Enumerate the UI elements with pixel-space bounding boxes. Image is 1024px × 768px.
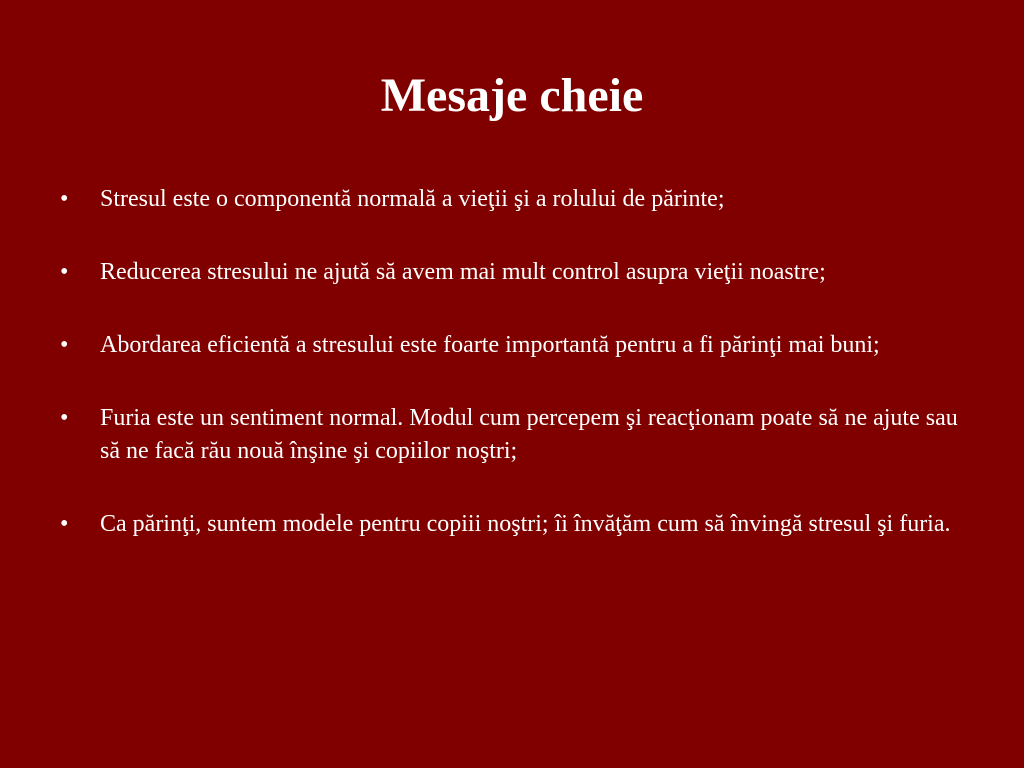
bullet-icon: • [60, 405, 69, 431]
bullet-icon: • [60, 259, 69, 285]
slide-title: Mesaje cheie [380, 69, 644, 122]
list-item [60, 256, 960, 289]
list-item [60, 508, 960, 541]
bullet-icon: • [60, 186, 69, 212]
list-item [60, 183, 960, 216]
bullet-text: Ca părinţi, suntem modele pentru copiii noştri; îi învăţăm cum să învingă stresul şi furia. [100, 511, 951, 537]
list-item [60, 329, 960, 362]
bullet-text: Abordarea eficientă a stresului este foarte importantă pentru a fi părinţi mai buni; [100, 332, 880, 358]
bullet-text: Reducerea stresului ne ajută să avem mai mult control asupra vieţii noastre; [100, 259, 826, 285]
bullet-icon: • [60, 332, 69, 358]
bullet-icon: • [60, 511, 69, 537]
list-item [60, 402, 960, 468]
bullet-list [60, 183, 960, 581]
bullet-text: Stresul este o componentă normală a vieţii şi a rolului de părinte; [100, 186, 725, 212]
bullet-text: Furia este un sentiment normal. Modul cum percepem şi reacţionam poate să ne ajute sau să ne facă rău nouă înşine şi copiilor noştri; [100, 405, 958, 464]
